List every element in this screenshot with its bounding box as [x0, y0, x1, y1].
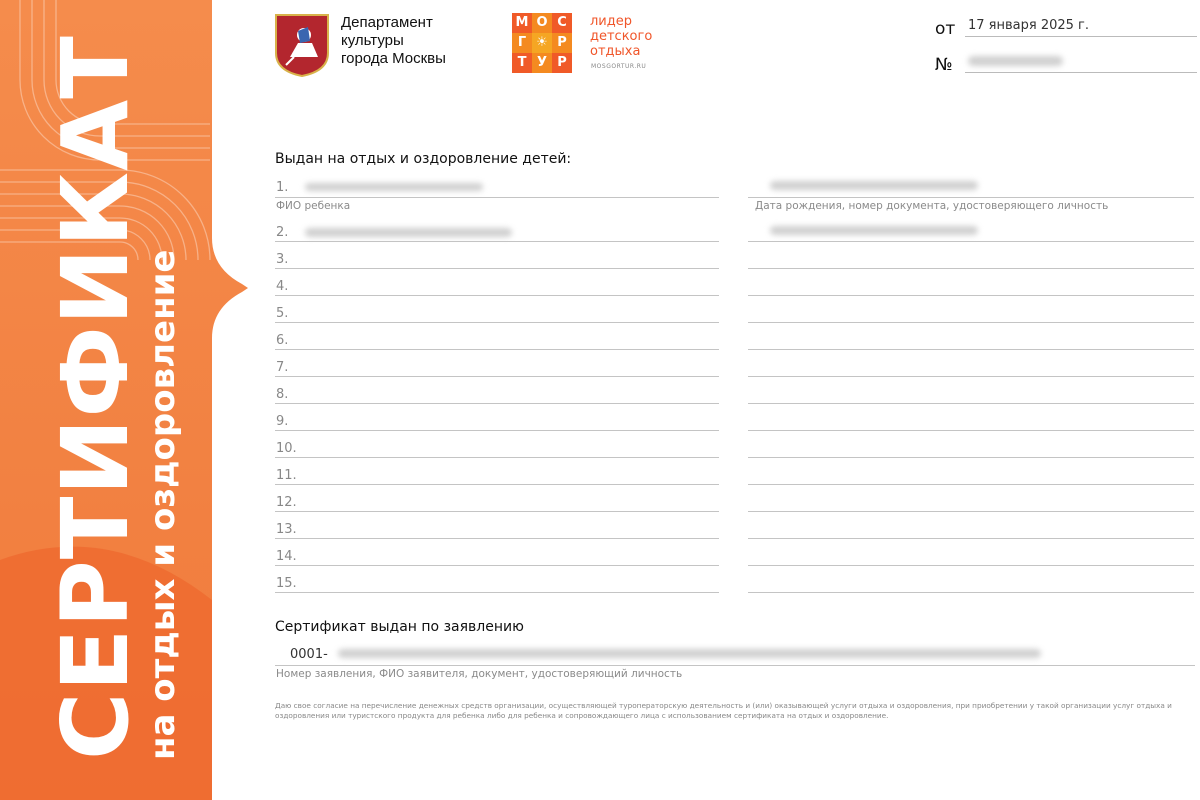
- application-heading: Сертификат выдан по заявлению: [275, 619, 524, 635]
- name-line: [275, 538, 719, 539]
- logo-letter: С: [552, 13, 572, 33]
- document-line: [748, 484, 1194, 485]
- document-line: [748, 565, 1194, 566]
- row-number: 12.: [276, 495, 297, 510]
- row-number: 10.: [276, 441, 297, 456]
- mosgortur-slogan: [590, 14, 652, 59]
- name-line: [275, 322, 719, 323]
- name-line: [275, 349, 719, 350]
- row-number: 7.: [276, 360, 289, 375]
- certificate-side-band: [0, 0, 250, 800]
- redacted-child-document: [770, 226, 978, 235]
- document-line: [748, 457, 1194, 458]
- certificate-number-label: №: [935, 55, 953, 75]
- document-line: [748, 295, 1194, 296]
- sun-icon: ☀: [532, 33, 552, 53]
- name-line: [275, 430, 719, 431]
- department-name-line: Департамент: [341, 14, 433, 31]
- redacted-child-name: [305, 183, 483, 191]
- row-number: 1.: [276, 180, 289, 195]
- document-line: [748, 322, 1194, 323]
- redacted-child-name: [305, 228, 512, 237]
- logo-letter: М: [512, 13, 532, 33]
- name-line: [275, 592, 719, 593]
- row-number: 8.: [276, 387, 289, 402]
- children-heading: Выдан на отдых и оздоровление детей:: [275, 151, 572, 167]
- consent-text: Даю свое согласие на перечисление денежных средств организации, осуществляющей туроператорскую деятельность и (или) оказывающей услуги отдыха и оздоровления, при приобретении у такой организации услуг отдыха и оздоровления или туристского продукта для ребенка либо для ребенка и сопровождающего лица с использованием сертификата на отдых и оздоровление.: [275, 701, 1172, 720]
- redacted-child-document: [770, 181, 978, 190]
- document-line: [748, 538, 1194, 539]
- name-line: [275, 376, 719, 377]
- logo-letter: О: [532, 13, 552, 33]
- application-caption: Номер заявления, ФИО заявителя, документ, удостоверяющий личность: [276, 668, 683, 680]
- document-line: [748, 241, 1194, 242]
- department-name: [341, 14, 446, 68]
- child-document-caption: Дата рождения, номер документа, удостоверяющего личность: [755, 200, 1109, 212]
- document-line: [748, 268, 1194, 269]
- row-number: 14.: [276, 549, 297, 564]
- name-line: [275, 457, 719, 458]
- row-number: 5.: [276, 306, 289, 321]
- application-number-prefix: 0001-: [290, 647, 328, 662]
- document-line: [748, 403, 1194, 404]
- slogan-line: лидер: [590, 14, 632, 29]
- row-number: 13.: [276, 522, 297, 537]
- name-line: [275, 511, 719, 512]
- date-underline: [965, 36, 1197, 37]
- logo-letter: Р: [552, 33, 572, 53]
- name-line: [275, 268, 719, 269]
- certificate-subtitle: на отдых и оздоровление: [143, 249, 183, 760]
- date-label: от: [935, 19, 956, 39]
- logo-letter: Р: [552, 53, 572, 73]
- name-line: [275, 241, 719, 242]
- moscow-coat-of-arms-icon: [274, 13, 330, 77]
- document-line: [748, 511, 1194, 512]
- logo-letter: Г: [512, 33, 532, 53]
- certificate-title: СЕРТИФИКАТ: [42, 35, 149, 760]
- name-line: [275, 484, 719, 485]
- row-number: 11.: [276, 468, 297, 483]
- row-number: 9.: [276, 414, 289, 429]
- document-line: [748, 376, 1194, 377]
- name-line: [275, 403, 719, 404]
- slogan-line: отдыха: [590, 44, 641, 59]
- document-line: [748, 430, 1194, 431]
- department-name-line: культуры: [341, 32, 404, 49]
- child-name-caption: ФИО ребенка: [276, 200, 351, 212]
- document-line: [748, 349, 1194, 350]
- date-value: 17 января 2025 г.: [968, 18, 1090, 33]
- document-line: [748, 197, 1194, 198]
- row-number: 4.: [276, 279, 289, 294]
- number-underline: [965, 72, 1197, 73]
- logo-letter: Т: [512, 53, 532, 73]
- mosgortur-logo: [512, 13, 572, 73]
- row-number: 6.: [276, 333, 289, 348]
- row-number: 3.: [276, 252, 289, 267]
- name-line: [275, 565, 719, 566]
- department-name-line: города Москвы: [341, 50, 446, 67]
- logo-letter: У: [532, 53, 552, 73]
- application-line: [275, 665, 1195, 666]
- name-line: [275, 197, 719, 198]
- slogan-line: детского: [590, 29, 653, 44]
- row-number: 2.: [276, 225, 289, 240]
- name-line: [275, 295, 719, 296]
- redacted-certificate-number: [968, 56, 1063, 66]
- row-number: 15.: [276, 576, 297, 591]
- redacted-application-details: [338, 649, 1041, 658]
- document-line: [748, 592, 1194, 593]
- mosgortur-url: MOSGORTUR.RU: [591, 63, 647, 70]
